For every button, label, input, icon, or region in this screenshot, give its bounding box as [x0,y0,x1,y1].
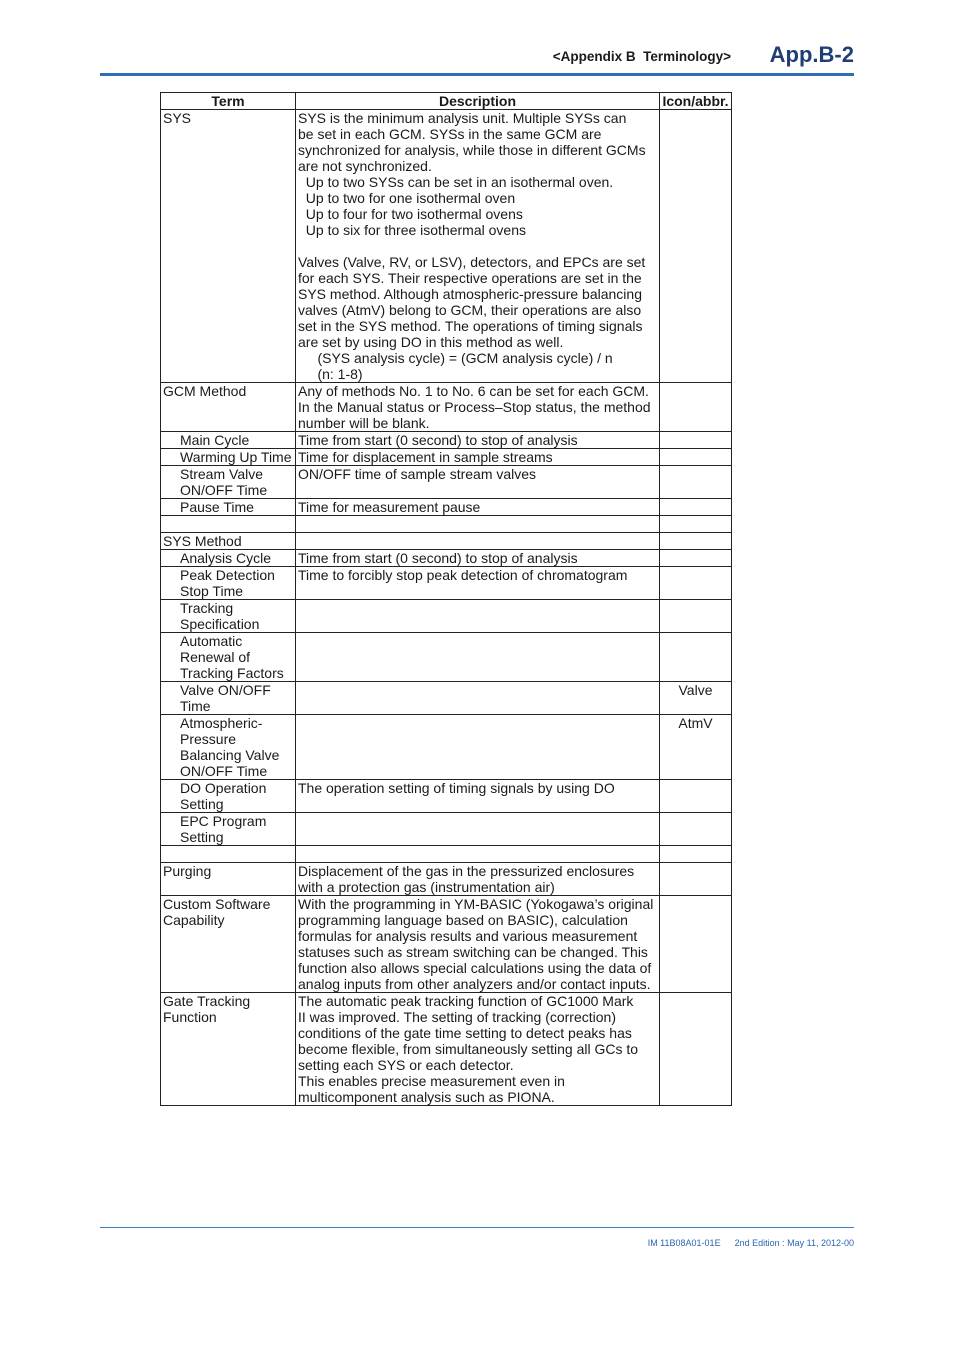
column-header-icon-abbr: Icon/abbr. [660,93,732,110]
table-row-purging [161,863,732,896]
icon-abbr-cell [660,846,732,863]
description-cell [296,633,660,682]
term-cell: DO Operation Setting [161,780,296,813]
description-cell [296,715,660,780]
description-cell: Time from start (0 second) to stop of analysis [296,432,660,449]
description-cell: Time from start (0 second) to stop of analysis [296,550,660,567]
table-row-tracking-specification [161,600,732,633]
page-number: App.B-2 [769,42,854,67]
term-cell: SYS [161,110,296,383]
section-title: <Appendix B Terminology> [552,49,731,64]
terminology-table [160,92,732,1106]
term-cell: Analysis Cycle [161,550,296,567]
table-row-automatic-renewal-of-tracking-factors [161,633,732,682]
description-cell [296,682,660,715]
icon-abbr-cell [660,466,732,499]
description-cell: Time for measurement pause [296,499,660,516]
table-row-sys [161,110,732,383]
icon-abbr-cell [660,993,732,1106]
icon-abbr-cell [660,533,732,550]
icon-abbr-cell [660,863,732,896]
term-cell: GCM Method [161,383,296,432]
description-cell: The automatic peak tracking function of GC1000 Mark II was improved. The setting of tracking (correction) conditions of the gate time setting to detect peaks has become flexible, from simultaneously setting all GCs to setting each SYS or each detector. This enables precise measurement even in multicomponent analysis such as PIONA. [296,993,660,1106]
description-cell: Any of methods No. 1 to No. 6 can be set for each GCM. In the Manual status or Process–Stop status, the method number will be blank. [296,383,660,432]
term-cell: Peak Detection Stop Time [161,567,296,600]
description-cell: SYS is the minimum analysis unit. Multiple SYSs can be set in each GCM. SYSs in the same GCM are synchronized for analysis, while those in different GCMs are not synchronized. Up to two SYSs can be set in an isothermal oven. Up to two for one isothermal oven Up to four for two isothermal ovens Up to six for three isothermal ovens Valves (Valve, RV, or LSV), detectors, and EPCs are set for each SYS. Their respective operations are set in the SYS method. Although atmospheric-pressure balancing valves (AtmV) belong to GCM, their operations are also set in the SYS method. The operations of timing signals are set by using DO in this method as well. (SYS analysis cycle) = (GCM analysis cycle) / n (n: 1-8) [296,110,660,383]
table-row-pause-time [161,499,732,516]
table-row-sys-method [161,533,732,550]
icon-abbr-cell [660,633,732,682]
table-row-do-operation-setting [161,780,732,813]
header-rule [100,73,854,76]
description-cell [296,516,660,533]
icon-abbr-cell: AtmV [660,715,732,780]
footer-text [648,1237,854,1249]
icon-abbr-cell [660,813,732,846]
description-cell: ON/OFF time of sample stream valves [296,466,660,499]
term-cell: Warming Up Time [161,449,296,466]
edition-info: 2nd Edition : May 11, 2012-00 [734,1238,854,1248]
column-header-description: Description [296,93,660,110]
table-row-analysis-cycle [161,550,732,567]
description-cell: Time for displacement in sample streams [296,449,660,466]
term-cell: EPC Program Setting [161,813,296,846]
term-cell: Stream Valve ON/OFF Time [161,466,296,499]
term-cell: Custom Software Capability [161,896,296,993]
description-cell: The operation setting of timing signals by using DO [296,780,660,813]
table-row-spacer [161,846,732,863]
document-number: IM 11B08A01-01E [647,1238,721,1248]
icon-abbr-cell [660,383,732,432]
table-row-valve-onoff-time [161,682,732,715]
table-row-stream-valve-onoff-time [161,466,732,499]
term-cell: SYS Method [161,533,296,550]
term-cell: Valve ON/OFF Time [161,682,296,715]
icon-abbr-cell [660,780,732,813]
description-cell [296,846,660,863]
description-cell: Time to forcibly stop peak detection of chromatogram [296,567,660,600]
icon-abbr-cell [660,550,732,567]
table-row-epc-program-setting [161,813,732,846]
icon-abbr-cell [660,110,732,383]
footer-rule [100,1227,854,1228]
table-row-peak-detection-stop-time [161,567,732,600]
term-cell [161,516,296,533]
description-cell: Displacement of the gas in the pressurized enclosures with a protection gas (instrumentation air) [296,863,660,896]
table-row-main-cycle [161,432,732,449]
description-cell [296,813,660,846]
term-cell [161,846,296,863]
table-row-spacer [161,516,732,533]
term-cell: Gate Tracking Function [161,993,296,1106]
icon-abbr-cell [660,499,732,516]
description-cell [296,600,660,633]
term-cell: Pause Time [161,499,296,516]
term-cell: Tracking Specification [161,600,296,633]
icon-abbr-cell [660,449,732,466]
icon-abbr-cell [660,600,732,633]
term-cell: Automatic Renewal of Tracking Factors [161,633,296,682]
table-row-gate-tracking-function [161,993,732,1106]
term-cell: Main Cycle [161,432,296,449]
term-cell: Purging [161,863,296,896]
table-header-row [161,93,732,110]
column-header-term: Term [161,93,296,110]
table-row-atmospheric-pressure-balancing-valve-onoff-time [161,715,732,780]
table-row-gcm-method [161,383,732,432]
icon-abbr-cell [660,432,732,449]
icon-abbr-cell [660,516,732,533]
description-cell: With the programming in YM-BASIC (Yokogawa’s original programming language based on BASIC), calculation formulas for analysis results and various measurement statuses such as stream switching can be changed. This function also allows special calculations using the data of analog inputs from other analyzers and/or contact inputs. [296,896,660,993]
term-cell: Atmospheric- Pressure Balancing Valve ON/OFF Time [161,715,296,780]
icon-abbr-cell [660,896,732,993]
icon-abbr-cell: Valve [660,682,732,715]
icon-abbr-cell [660,567,732,600]
table-row-custom-software-capability [161,896,732,993]
description-cell [296,533,660,550]
table-row-warming-up-time [161,449,732,466]
